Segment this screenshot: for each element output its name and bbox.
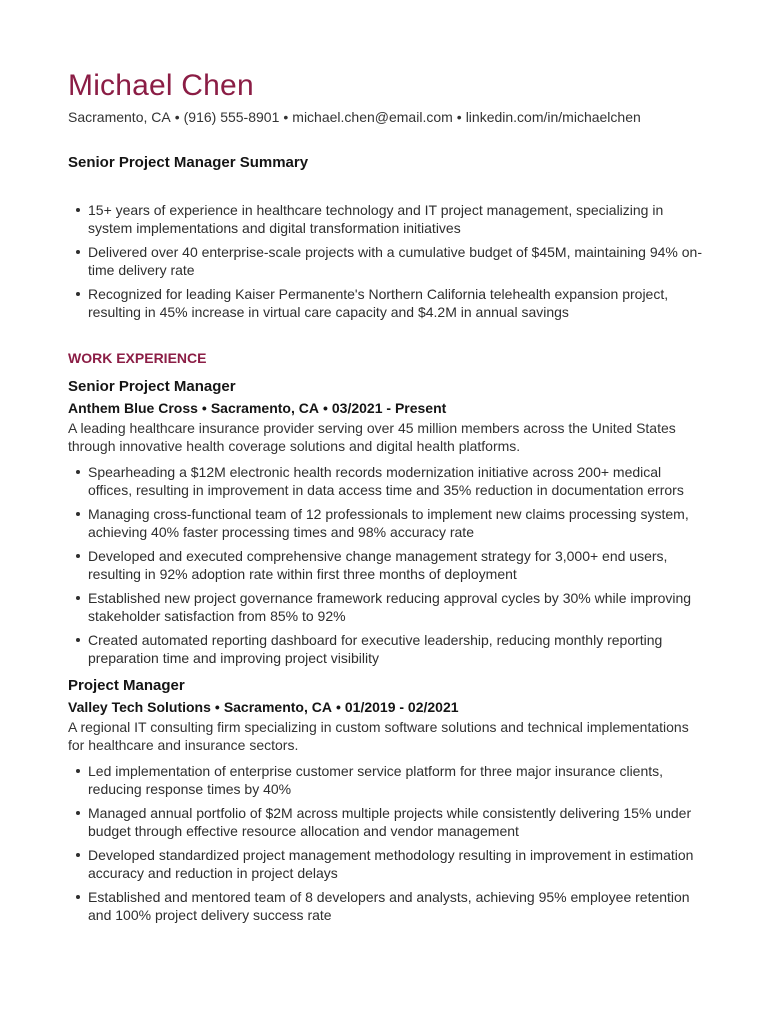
job-bullet: Led implementation of enterprise customer service platform for three major insurance clients, reducing response times by 40% <box>88 762 708 798</box>
job-bullet: Established new project governance framework reducing approval cycles by 30% while improving stakeholder satisfaction from 85% to 92% <box>88 589 708 625</box>
job-bullet-list <box>68 762 708 924</box>
contact-separator: • <box>174 109 180 125</box>
contact-phone: (916) 555-8901 <box>183 109 280 125</box>
summary-title: Senior Project Manager Summary <box>68 154 309 171</box>
summary-list <box>68 201 708 321</box>
job-bullet: Developed and executed comprehensive change management strategy for 3,000+ end users, resulting in 92% adoption rate within first three months of deployment <box>88 547 708 583</box>
contact-email: michael.chen@email.com <box>292 109 453 125</box>
job-location: Sacramento, CA <box>210 400 319 416</box>
job-meta-separator: • <box>322 400 328 416</box>
summary-bullet: Delivered over 40 enterprise-scale projects with a cumulative budget of $45M, maintaining 94% on-time delivery rate <box>88 243 708 279</box>
job-meta-separator: • <box>201 400 207 416</box>
work-experience-heading: WORK EXPERIENCE <box>68 350 207 366</box>
job-description: A leading healthcare insurance provider serving over 45 million members across the United States through innovative health coverage solutions and digital health platforms. <box>68 420 676 454</box>
job-entry <box>68 377 708 667</box>
job-dates: 01/2019 - 02/2021 <box>344 699 459 715</box>
job-description: A regional IT consulting firm specializing in custom software solutions and technical implementations for healthcare and insurance sectors. <box>68 719 689 753</box>
job-meta-separator: • <box>214 699 220 715</box>
job-entry <box>68 676 708 924</box>
summary-bullet: 15+ years of experience in healthcare technology and IT project management, specializing in system implementations and digital transformation initiatives <box>88 201 708 237</box>
contact-line <box>68 108 708 126</box>
job-location: Sacramento, CA <box>223 699 332 715</box>
job-bullet: Created automated reporting dashboard for executive leadership, reducing monthly reporting preparation time and improving project visibility <box>88 631 708 667</box>
contact-separator: • <box>283 109 289 125</box>
job-bullet: Managing cross-functional team of 12 professionals to implement new claims processing system, achieving 40% faster processing times and 98% accuracy rate <box>88 505 708 541</box>
job-bullet: Developed standardized project management methodology resulting in improvement in estimation accuracy and reduction in project delays <box>88 846 708 882</box>
job-meta-separator: • <box>335 699 341 715</box>
job-meta <box>68 399 708 417</box>
job-company: Valley Tech Solutions <box>68 699 211 715</box>
job-meta <box>68 698 708 716</box>
job-bullet: Managed annual portfolio of $2M across multiple projects while consistently delivering 15% under budget through effective resource allocation and vendor management <box>88 804 708 840</box>
job-bullet: Established and mentored team of 8 developers and analysts, achieving 95% employee retention and 100% project delivery success rate <box>88 888 708 924</box>
contact-location: Sacramento, CA <box>68 109 171 125</box>
job-dates: 03/2021 - Present <box>331 400 447 416</box>
summary-bullet: Recognized for leading Kaiser Permanente's Northern California telehealth expansion project, resulting in 45% increase in virtual care capacity and $4.2M in annual savings <box>88 285 708 321</box>
candidate-name: Michael Chen <box>68 69 254 102</box>
job-title: Project Manager <box>68 677 185 694</box>
job-title: Senior Project Manager <box>68 378 236 395</box>
contact-linkedin: linkedin.com/in/michaelchen <box>465 109 641 125</box>
contact-separator: • <box>456 109 462 125</box>
job-bullet-list <box>68 463 708 667</box>
job-company: Anthem Blue Cross <box>68 400 198 416</box>
job-bullet: Spearheading a $12M electronic health records modernization initiative across 200+ medical offices, resulting in improvement in data access time and 35% reduction in documentation errors <box>88 463 708 499</box>
